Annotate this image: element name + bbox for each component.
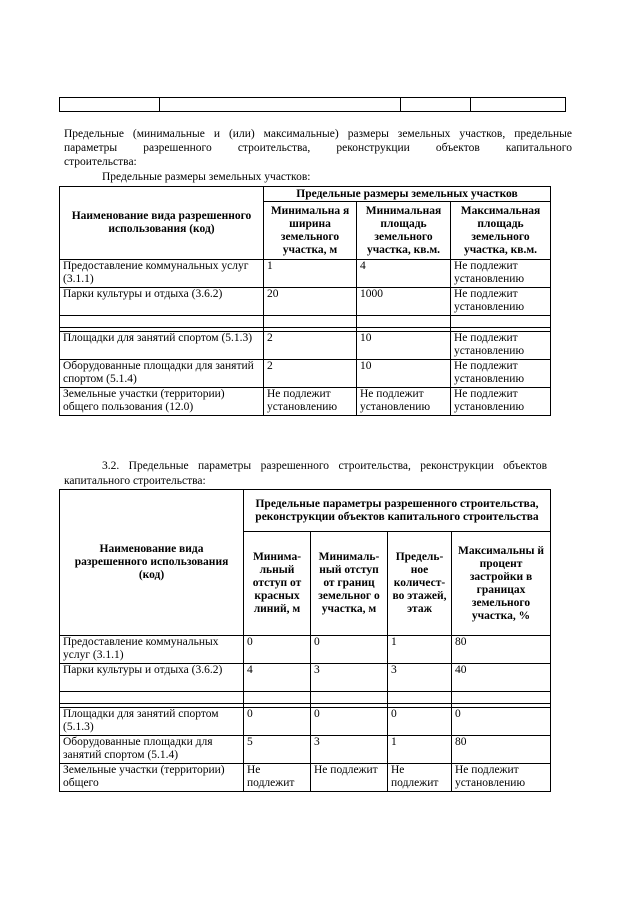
table-row — [60, 636, 551, 664]
cell-max-area: Не подлежит установлению — [451, 260, 551, 288]
table-row-empty — [60, 692, 551, 704]
cell-name: Предоставление коммунальных услуг (3.1.1) — [60, 636, 244, 664]
cell-name: Оборудованные площадки для занятий спортом (5.1.4) — [60, 736, 244, 764]
table-row — [60, 764, 551, 792]
cell-name: Площадки для занятий спортом (5.1.3) — [60, 332, 264, 360]
section2-line-2: капитального строительства: — [64, 475, 206, 487]
cell-red: 5 — [244, 736, 311, 764]
cell-min-area: 10 — [357, 360, 451, 388]
cell-min-area: Не подлежит установлению — [357, 388, 451, 416]
table-row — [60, 664, 551, 692]
cell-name: Площадки для занятий спортом (5.1.3) — [60, 708, 244, 736]
cell-percent: 0 — [452, 708, 551, 736]
table-row — [60, 360, 551, 388]
cell-name: Оборудованные площадки для занятий спортом (5.1.4) — [60, 360, 264, 388]
table-row-empty — [60, 316, 551, 328]
cell-max-area: Не подлежит установлению — [451, 288, 551, 316]
cell-border: 0 — [311, 708, 388, 736]
cell-max-area: Не подлежит установлению — [451, 388, 551, 416]
table-row — [60, 388, 551, 416]
cell-width: 1 — [264, 260, 357, 288]
cell-max-area: Не подлежит установлению — [451, 360, 551, 388]
cell-name: Предоставление коммунальных услуг (3.1.1) — [60, 260, 264, 288]
cell-name: Парки культуры и отдыха (3.6.2) — [60, 288, 264, 316]
cell-width: 2 — [264, 360, 357, 388]
col-header-name: Наименование вида разрешенного использования (код) — [60, 490, 244, 636]
cell-percent: 40 — [452, 664, 551, 692]
intro-line-3: строительства: — [64, 156, 137, 168]
cell-percent: 80 — [452, 636, 551, 664]
table-row — [60, 708, 551, 736]
cell-floors: 3 — [388, 664, 452, 692]
table-header-row — [60, 490, 551, 532]
cell-border: 0 — [311, 636, 388, 664]
cell-red: 0 — [244, 636, 311, 664]
previous-table-remnant — [59, 97, 566, 112]
col-header-floors: Предель-ное количест-во этажей, этаж — [388, 532, 452, 636]
group-header: Предельные параметры разрешенного строительства, реконструкции объектов капитального строительства — [244, 490, 551, 532]
table-row — [60, 288, 551, 316]
cell-border: 3 — [311, 736, 388, 764]
cell-floors: 1 — [388, 736, 452, 764]
group-header: Предельные размеры земельных участков — [264, 187, 551, 202]
col-header-red-lines: Минима-льный отступ от красных линий, м — [244, 532, 311, 636]
cell-width: Не подлежит установлению — [264, 388, 357, 416]
cell-red: 0 — [244, 708, 311, 736]
col-header-min-area: Минимальная площадь земельного участка, кв.м. — [357, 202, 451, 260]
land-plot-size-table — [59, 186, 551, 416]
table-row — [60, 332, 551, 360]
cell-name: Земельные участки (территории) общего — [60, 764, 244, 792]
cell-border: 3 — [311, 664, 388, 692]
cell-red: 4 — [244, 664, 311, 692]
cell-min-area: 1000 — [357, 288, 451, 316]
cell-floors: Не подлежит — [388, 764, 452, 792]
cell-width: 2 — [264, 332, 357, 360]
cell-percent: 80 — [452, 736, 551, 764]
cell-min-area: 4 — [357, 260, 451, 288]
table1-subtitle: Предельные размеры земельных участков: — [102, 171, 311, 183]
cell-red: Не подлежит — [244, 764, 311, 792]
col-header-max-area: Максимальная площадь земельного участка, кв.м. — [451, 202, 551, 260]
table-header-row — [60, 187, 551, 202]
section2-line-1: 3.2. Предельные параметры разрешенного строительства, реконструкции объектов — [102, 460, 547, 472]
construction-params-table — [59, 489, 551, 792]
col-header-percent: Максимальны й процент застройки в границах земельного участка, % — [452, 532, 551, 636]
table-row — [60, 736, 551, 764]
cell-width: 20 — [264, 288, 357, 316]
cell-floors: 1 — [388, 636, 452, 664]
cell-percent: Не подлежит установлению — [452, 764, 551, 792]
col-header-name: Наименование вида разрешенного использования (код) — [60, 187, 264, 260]
cell-name: Земельные участки (территории) общего пользования (12.0) — [60, 388, 264, 416]
intro-line-2: параметры разрешенного строительства, реконструкции объектов капитального — [64, 142, 572, 154]
col-header-min-width: Минимальна я ширина земельного участка, м — [264, 202, 357, 260]
table-row — [60, 98, 566, 112]
table-row — [60, 260, 551, 288]
intro-line-1: Предельные (минимальные и (или) максимальные) размеры земельных участков, предельные — [64, 128, 572, 140]
cell-name: Парки культуры и отдыха (3.6.2) — [60, 664, 244, 692]
col-header-border-offset: Минималь-ный отступ от границ земельног о участка, м — [311, 532, 388, 636]
cell-min-area: 10 — [357, 332, 451, 360]
cell-max-area: Не подлежит установлению — [451, 332, 551, 360]
cell-floors: 0 — [388, 708, 452, 736]
cell-border: Не подлежит — [311, 764, 388, 792]
